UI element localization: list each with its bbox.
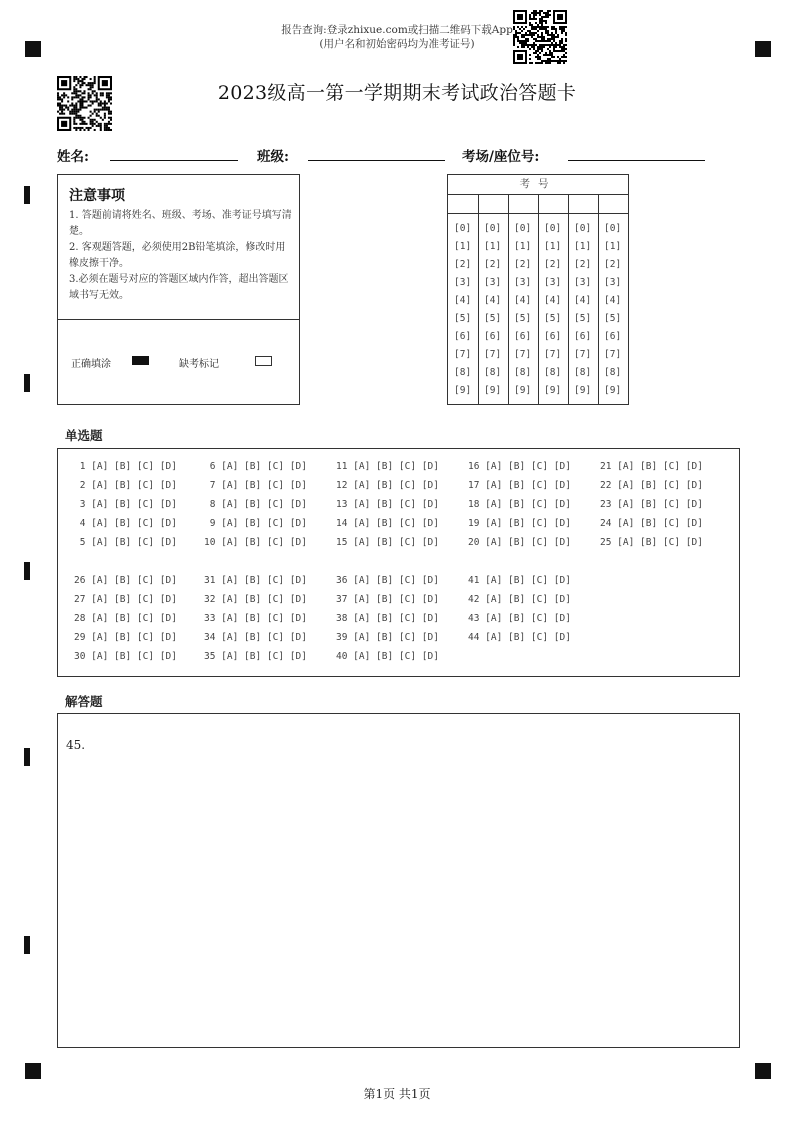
exam-number-bubble[interactable]: [1] [574,241,592,252]
choice-question[interactable]: 19 [A] [B] [C] [D] [468,518,571,529]
choice-question[interactable]: 16 [A] [B] [C] [D] [468,461,571,472]
exam-number-bubble[interactable]: [5] [514,313,532,324]
exam-number-column-divider [538,194,539,404]
correct-fill-label: 正确填涂 [71,359,111,370]
exam-number-bubble[interactable]: [9] [544,385,562,396]
choice-question[interactable]: 44 [A] [B] [C] [D] [468,632,571,643]
choice-question[interactable]: 8 [A] [B] [C] [D] [204,499,307,510]
timing-marker [24,186,30,204]
exam-number-bubble[interactable]: [6] [484,331,502,342]
choice-question[interactable]: 17 [A] [B] [C] [D] [468,480,571,491]
choice-question[interactable]: 2 [A] [B] [C] [D] [74,480,177,491]
choice-question[interactable]: 4 [A] [B] [C] [D] [74,518,177,529]
choice-question[interactable]: 28 [A] [B] [C] [D] [74,613,177,624]
exam-number-bubble[interactable]: [2] [514,259,532,270]
choice-question[interactable]: 15 [A] [B] [C] [D] [336,537,439,548]
choice-question[interactable]: 5 [A] [B] [C] [D] [74,537,177,548]
choice-question[interactable]: 9 [A] [B] [C] [D] [204,518,307,529]
notice-body [69,208,295,304]
choice-answer-box [57,448,740,677]
exam-number-bubble[interactable]: [5] [484,313,502,324]
exam-number-bubble[interactable]: [8] [514,367,532,378]
timing-marker [24,748,30,766]
exam-number-bubble[interactable]: [8] [454,367,472,378]
exam-number-bubble[interactable]: [4] [514,295,532,306]
choice-question[interactable]: 13 [A] [B] [C] [D] [336,499,439,510]
choice-question[interactable]: 21 [A] [B] [C] [D] [600,461,703,472]
notice-item: 1. 答题前请将姓名、班级、考场、准考证号填写清楚。 [69,210,292,237]
correct-fill-sample [132,356,149,365]
page-footer: 第1页 共1页 [363,1087,431,1101]
answer-area[interactable] [57,713,740,1048]
exam-number-bubble[interactable]: [4] [454,295,472,306]
question-number: 45. [66,738,86,752]
exam-number-bubble[interactable]: [0] [484,223,502,234]
choice-question[interactable]: 38 [A] [B] [C] [D] [336,613,439,624]
exam-number-bubble[interactable]: [7] [544,349,562,360]
exam-number-bubble[interactable]: [5] [454,313,472,324]
exam-number-header: 考号 [448,175,628,195]
corner-marker-bottom-right [755,1063,771,1079]
notice-box [57,174,300,405]
choice-question[interactable]: 18 [A] [B] [C] [D] [468,499,571,510]
timing-marker [24,936,30,954]
choice-question[interactable]: 1 [A] [B] [C] [D] [74,461,177,472]
exam-number-bubble[interactable]: [7] [454,349,472,360]
exam-number-bubble[interactable]: [5] [544,313,562,324]
exam-number-bubble[interactable]: [9] [604,385,622,396]
qr-code-app-graphic [513,10,567,64]
choice-question[interactable]: 36 [A] [B] [C] [D] [336,575,439,586]
choice-question[interactable]: 42 [A] [B] [C] [D] [468,594,571,605]
choice-question[interactable]: 37 [A] [B] [C] [D] [336,594,439,605]
qr-code-app-icon [513,10,567,64]
exam-number-bubble[interactable]: [4] [484,295,502,306]
choice-question[interactable]: 32 [A] [B] [C] [D] [204,594,307,605]
choice-question[interactable]: 40 [A] [B] [C] [D] [336,651,439,662]
exam-number-grid [447,174,629,405]
choice-section-title: 单选题 [65,428,103,443]
choice-question[interactable]: 31 [A] [B] [C] [D] [204,575,307,586]
exam-number-bubble[interactable]: [7] [484,349,502,360]
choice-question[interactable]: 20 [A] [B] [C] [D] [468,537,571,548]
exam-number-column-divider [508,194,509,404]
choice-question[interactable]: 41 [A] [B] [C] [D] [468,575,571,586]
timing-marker [24,562,30,580]
exam-number-bubble[interactable]: [6] [514,331,532,342]
choice-question[interactable]: 26 [A] [B] [C] [D] [74,575,177,586]
exam-number-bubble[interactable]: [0] [514,223,532,234]
seat-label: 考场/座位号: [462,149,540,165]
exam-number-bubble[interactable]: [3] [544,277,562,288]
choice-question[interactable]: 14 [A] [B] [C] [D] [336,518,439,529]
notice-title: 注意事项 [69,188,125,204]
exam-number-bubble[interactable]: [3] [574,277,592,288]
exam-number-bubble[interactable]: [8] [574,367,592,378]
exam-number-bubble[interactable]: [7] [514,349,532,360]
exam-number-bubble[interactable]: [3] [604,277,622,288]
exam-number-column-divider [568,194,569,404]
report-query-line2: (用户名和初始密码均为准考证号) [319,38,475,50]
exam-number-bubble[interactable]: [9] [514,385,532,396]
choice-question[interactable]: 43 [A] [B] [C] [D] [468,613,571,624]
exam-number-bubble[interactable]: [1] [454,241,472,252]
exam-number-bubble[interactable]: [7] [574,349,592,360]
choice-question[interactable]: 22 [A] [B] [C] [D] [600,480,703,491]
exam-number-bubble[interactable]: [0] [574,223,592,234]
exam-number-bubble[interactable]: [8] [604,367,622,378]
notice-item: 2. 客观题答题，必须使用2B铅笔填涂，修改时用橡皮擦干净。 [69,242,286,269]
class-field[interactable] [308,160,445,161]
exam-number-column-divider [598,194,599,404]
choice-question[interactable]: 25 [A] [B] [C] [D] [600,537,703,548]
exam-number-column-divider [478,194,479,404]
exam-number-bubble[interactable]: [0] [604,223,622,234]
exam-number-bubble[interactable]: [8] [544,367,562,378]
exam-number-bubble[interactable]: [9] [454,385,472,396]
exam-number-bubble[interactable]: [3] [514,277,532,288]
exam-number-bubble[interactable]: [1] [544,241,562,252]
exam-number-bubble[interactable]: [2] [484,259,502,270]
exam-number-bubble[interactable]: [7] [604,349,622,360]
exam-number-bubble[interactable]: [1] [484,241,502,252]
answer-section-title: 解答题 [65,694,103,709]
report-query-line1: 报告查询:登录zhixue.com或扫描二维码下载App [281,24,513,36]
timing-marker [24,374,30,392]
choice-question[interactable]: 6 [A] [B] [C] [D] [204,461,307,472]
exam-number-bubble[interactable]: [0] [454,223,472,234]
exam-number-bubble[interactable]: [2] [574,259,592,270]
choice-question[interactable]: 12 [A] [B] [C] [D] [336,480,439,491]
seat-field[interactable] [568,160,705,161]
exam-number-bubble[interactable]: [0] [544,223,562,234]
notice-item: 3.必须在题号对应的答题区域内作答，超出答题区域书写无效。 [69,274,289,301]
exam-number-bubble[interactable]: [4] [544,295,562,306]
exam-number-bubble[interactable]: [2] [604,259,622,270]
choice-question[interactable]: 10 [A] [B] [C] [D] [204,537,307,548]
exam-number-bubble[interactable]: [5] [574,313,592,324]
choice-question[interactable]: 35 [A] [B] [C] [D] [204,651,307,662]
name-label: 姓名: [57,149,89,165]
exam-number-bubble[interactable]: [1] [604,241,622,252]
exam-number-bubble[interactable]: [6] [604,331,622,342]
choice-question[interactable]: 29 [A] [B] [C] [D] [74,632,177,643]
choice-question[interactable]: 33 [A] [B] [C] [D] [204,613,307,624]
exam-number-bubble[interactable]: [8] [484,367,502,378]
choice-question[interactable]: 24 [A] [B] [C] [D] [600,518,703,529]
exam-number-bubble[interactable]: [5] [604,313,622,324]
choice-question[interactable]: 34 [A] [B] [C] [D] [204,632,307,643]
exam-number-bubble[interactable]: [2] [454,259,472,270]
exam-number-bubble[interactable]: [3] [454,277,472,288]
exam-number-bubble[interactable]: [1] [514,241,532,252]
choice-question[interactable]: 23 [A] [B] [C] [D] [600,499,703,510]
absent-mark-label: 缺考标记 [179,359,219,370]
exam-number-bubble[interactable]: [6] [544,331,562,342]
exam-number-bubble[interactable]: [3] [484,277,502,288]
corner-marker-bottom-left [25,1063,41,1079]
choice-question[interactable]: 30 [A] [B] [C] [D] [74,651,177,662]
exam-number-bubble[interactable]: [4] [604,295,622,306]
exam-number-bubble[interactable]: [6] [574,331,592,342]
absent-mark-checkbox[interactable] [255,356,272,366]
page-title: 2023级高一第一学期期末考试政治答题卡 [217,82,577,104]
exam-number-bubble[interactable]: [9] [574,385,592,396]
exam-number-bubble[interactable]: [9] [484,385,502,396]
exam-number-bubble[interactable]: [2] [544,259,562,270]
name-field[interactable] [110,160,238,161]
notice-divider [58,319,299,320]
choice-question[interactable]: 3 [A] [B] [C] [D] [74,499,177,510]
choice-question[interactable]: 7 [A] [B] [C] [D] [204,480,307,491]
report-query-note [0,23,794,51]
choice-question[interactable]: 27 [A] [B] [C] [D] [74,594,177,605]
choice-question[interactable]: 39 [A] [B] [C] [D] [336,632,439,643]
choice-question[interactable]: 11 [A] [B] [C] [D] [336,461,439,472]
class-label: 班级: [257,149,289,165]
exam-number-bubble[interactable]: [4] [574,295,592,306]
exam-number-bubble[interactable]: [6] [454,331,472,342]
